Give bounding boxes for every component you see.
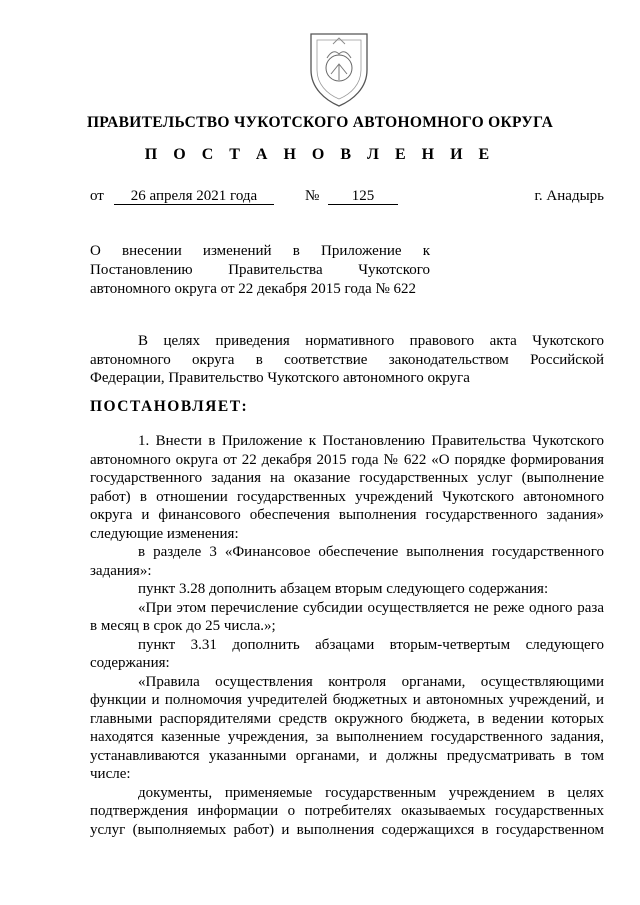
document-number: 125 (328, 188, 398, 205)
preamble-line: Федерации, Правительство Чукотского автономного округа (90, 370, 470, 386)
body-line: функции и полномочия учредителей бюджетных и автономных учреждений, и (90, 692, 604, 708)
government-name: ПРАВИТЕЛЬСТВО ЧУКОТСКОГО АВТОНОМНОГО ОКРУГА (86, 114, 554, 131)
document-subject (90, 242, 430, 299)
body-line: пункт 3.31 дополнить абзацами вторым-четвертым следующего (138, 636, 604, 653)
body-line: работ) в отношении государственных учреждений Чукотского автономного (90, 488, 604, 505)
decree-body (90, 432, 604, 839)
body-line: главными распорядителями средств окружного бюджета, в ведении которых (90, 710, 604, 727)
subject-line: Постановлению Правительства Чукотского (90, 262, 430, 278)
document-meta (90, 188, 604, 208)
document-date: 26 апреля 2021 года (114, 188, 274, 205)
body-line: устанавливаются указанными органами, и должны предусматривать в том (90, 747, 604, 764)
body-line: в месяц в срок до 25 числа.»; (90, 618, 276, 634)
subject-line: О внесении изменений в Приложение к (90, 243, 430, 259)
body-line: «Правила осуществления контроля органами, осуществляющими (138, 673, 604, 690)
body-line: находятся казенные учреждения, за выполнением государственного задания, (90, 729, 604, 745)
document-type: П О С Т А Н О В Л Е Н И Е (144, 146, 496, 163)
body-line: в разделе 3 «Финансовое обеспечение выполнения государственного (138, 544, 604, 560)
body-line: округа и финансового обеспечения выполнения государственного задания» (90, 507, 604, 523)
subject-line: автономного округа от 22 декабря 2015 года № 622 (90, 281, 417, 297)
body-line: содержания: (90, 655, 170, 671)
body-line: задания»: (90, 562, 152, 579)
body-line: автономного округа от 22 декабря 2015 года № 622 «О порядке формирования (90, 451, 604, 468)
body-line: государственного задания на оказание государственных услуг (выполнение (90, 470, 604, 486)
body-line: 1. Внести в Приложение к Постановлению Правительства Чукотского (138, 433, 604, 449)
body-line: «При этом перечисление субсидии осуществляется не реже одного раза (138, 599, 604, 616)
from-label: от (90, 188, 104, 204)
body-line: числе: (90, 766, 131, 782)
decree-word: ПОСТАНОВЛЯЕТ: (90, 398, 249, 415)
number-label: № (305, 188, 320, 204)
body-line: документы, применяемые государственным учреждением в целях (138, 784, 604, 801)
body-line: подтверждения информации о потребителях оказываемых государственных (90, 803, 604, 819)
preamble-line: В целях приведения нормативного правового акта Чукотского (138, 333, 604, 349)
body-line: пункт 3.28 дополнить абзацем вторым следующего содержания: (138, 581, 549, 597)
preamble-line: автономного округа в соответствие законодательством Российской (90, 351, 604, 368)
body-line: следующие изменения: (90, 525, 239, 542)
coat-of-arms-icon (303, 28, 375, 108)
document-city: г. Анадырь (534, 188, 604, 204)
preamble (90, 332, 604, 388)
body-line: услуг (выполняемых работ) и выполнения содержащихся в государственном (90, 821, 604, 838)
